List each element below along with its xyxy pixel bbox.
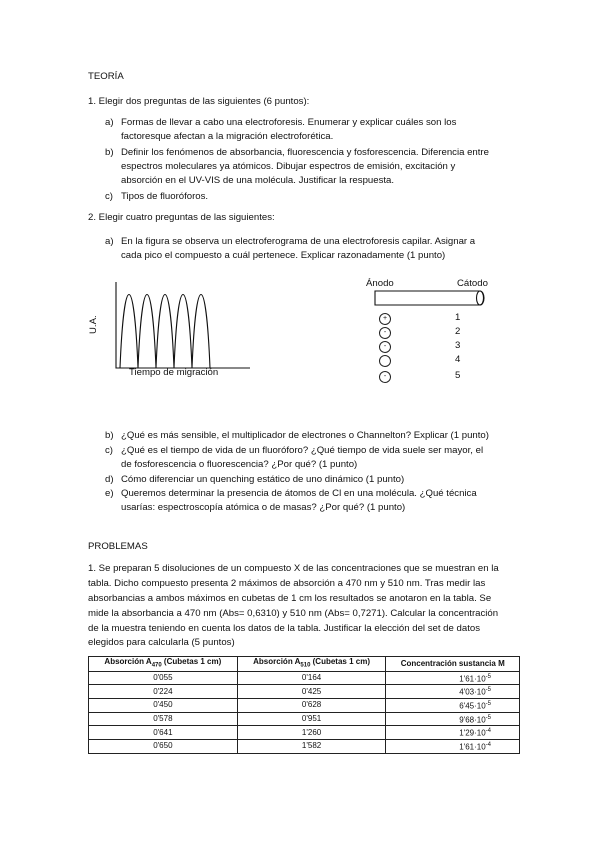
table-row <box>89 726 520 740</box>
table-row <box>89 671 520 685</box>
cell: $6'45\cdot 10^{-5}$ <box>386 698 520 712</box>
cell: $1'61\cdot 10^{-5}$ <box>386 671 520 685</box>
problem-line: 1. Se preparan 5 disoluciones de un compuesto X de las concentraciones que se muestran en la <box>88 563 499 574</box>
peaks-trace <box>120 295 210 369</box>
item-label: b) <box>105 430 114 441</box>
cell: 0'055 <box>89 671 238 685</box>
item-line: Definir los fenómenos de absorbancia, fluorescencia y fosforescencia. Diferencia entre <box>121 147 489 158</box>
problem-line: elegidos para calcularla (5 puntos) <box>88 637 235 648</box>
x-axis-label: Tiempo de migración <box>129 367 219 378</box>
cathode-label: Cátodo <box>457 278 488 289</box>
cell: 1'260 <box>237 726 386 740</box>
problem-line: tabla. Dicho compuesto presenta 2 máximos de absorción a 470 nm y 510 nm. Tras medir las <box>88 578 486 589</box>
item-line: Queremos determinar la presencia de átomos de Cl en una molécula. ¿Qué técnica <box>121 488 477 499</box>
cell: 0'628 <box>237 698 386 712</box>
item-line: cada pico el compuesto a cuál pertenece. Explicar razonadamente (1 punto) <box>121 250 446 261</box>
item-line: espectros moleculares ya atómicos. Dibujar espectros de emisión, excitación y <box>121 161 456 172</box>
item-label: c) <box>105 191 113 202</box>
problem-line: de la muestra teniendo en cuenta los datos de la tabla. Justificar la elección del set de datos <box>88 623 480 634</box>
item-label: a) <box>105 117 114 128</box>
table-row <box>89 712 520 726</box>
item-line: Formas de llevar a cabo una electroforesis. Enumerar y explicar cuáles son los <box>121 117 457 128</box>
problems-heading: PROBLEMAS <box>88 541 148 552</box>
cell: $1'61\cdot 10^{-4}$ <box>386 739 520 753</box>
table-header-row <box>89 657 520 672</box>
species-3-icon: - <box>379 341 391 353</box>
cell: $1'29\cdot 10^{-4}$ <box>386 726 520 740</box>
item-line: ¿Qué es el tiempo de vida de un fluoróforo? ¿Qué tiempo de vida suele ser mayor, el <box>121 445 484 456</box>
cell: 0'450 <box>89 698 238 712</box>
table-row <box>89 685 520 699</box>
theory-heading: TEORÍA <box>88 71 124 82</box>
item-label: d) <box>105 474 114 485</box>
problem-line: absorbancias a ambos máximos en cubetas de 1 cm los resultados se anotaron en la tabla. Se <box>88 593 492 604</box>
item-line: usarías: espectroscopía atómica o de masas? ¿Por qué? (1 punto) <box>121 502 406 513</box>
cell: 0'425 <box>237 685 386 699</box>
column-header: Absorción $A_{510}$ (Cubetas 1 cm) <box>237 657 386 672</box>
cell: $4'03\cdot 10^{-5}$ <box>386 685 520 699</box>
column-header: Absorción $A_{470}$ (Cubetas 1 cm) <box>89 657 238 672</box>
item-line: En la figura se observa un electroferograma de una electroforesis capilar. Asignar a <box>121 236 476 247</box>
item-line: absorción en el UV-VIS de una molécula. Justificar la respuesta. <box>121 175 395 186</box>
item-line: Tipos de fluoróforos. <box>121 191 209 202</box>
item-line: Cómo diferenciar un quenching estático de uno dinámico (1 punto) <box>121 474 405 485</box>
item-label: b) <box>105 147 114 158</box>
cell: 0'641 <box>89 726 238 740</box>
cell: 0'224 <box>89 685 238 699</box>
species-1-icon: + <box>379 313 391 325</box>
item-line: factoresque afectan a la migración electroforética. <box>121 131 334 142</box>
species-number: 3 <box>455 340 461 351</box>
anode-label: Ánodo <box>366 278 394 289</box>
item-label: c) <box>105 445 113 456</box>
column-header: Concentración sustancia M <box>386 657 520 672</box>
electropherogram <box>94 280 254 380</box>
question-2: 2. Elegir cuatro preguntas de las siguientes: <box>88 212 275 223</box>
cell: 0'578 <box>89 712 238 726</box>
cell: 1'582 <box>237 739 386 753</box>
cell: 0'164 <box>237 671 386 685</box>
y-axis-label: U.A. <box>88 315 99 334</box>
cell: 0'650 <box>89 739 238 753</box>
species-number: 5 <box>455 370 461 381</box>
table-row <box>89 698 520 712</box>
item-line: de fosforescencia o fluorescencia? ¿Por qué? (1 punto) <box>121 459 358 470</box>
species-5-icon: - <box>379 371 391 383</box>
species-number: 4 <box>455 354 461 365</box>
problem-line: mide la absorbancia a 470 nm (Abs= 0,6310) y 510 nm (Abs= 0,7271). Calcular la concentración <box>88 608 499 619</box>
cell: $9'68\cdot 10^{-5}$ <box>386 712 520 726</box>
species-4-icon <box>379 355 391 367</box>
item-line: ¿Qué es más sensible, el multiplicador de electrones o Channelton? Explicar (1 punto) <box>121 430 489 441</box>
question-1: 1. Elegir dos preguntas de las siguientes (6 puntos): <box>88 96 310 107</box>
data-table <box>88 656 520 754</box>
species-number: 1 <box>455 312 461 323</box>
item-label: e) <box>105 488 114 499</box>
item-label: a) <box>105 236 114 247</box>
species-2-icon: - <box>379 327 391 339</box>
capillary <box>372 288 488 308</box>
table-row <box>89 739 520 753</box>
cell: 0'951 <box>237 712 386 726</box>
species-number: 2 <box>455 326 461 337</box>
